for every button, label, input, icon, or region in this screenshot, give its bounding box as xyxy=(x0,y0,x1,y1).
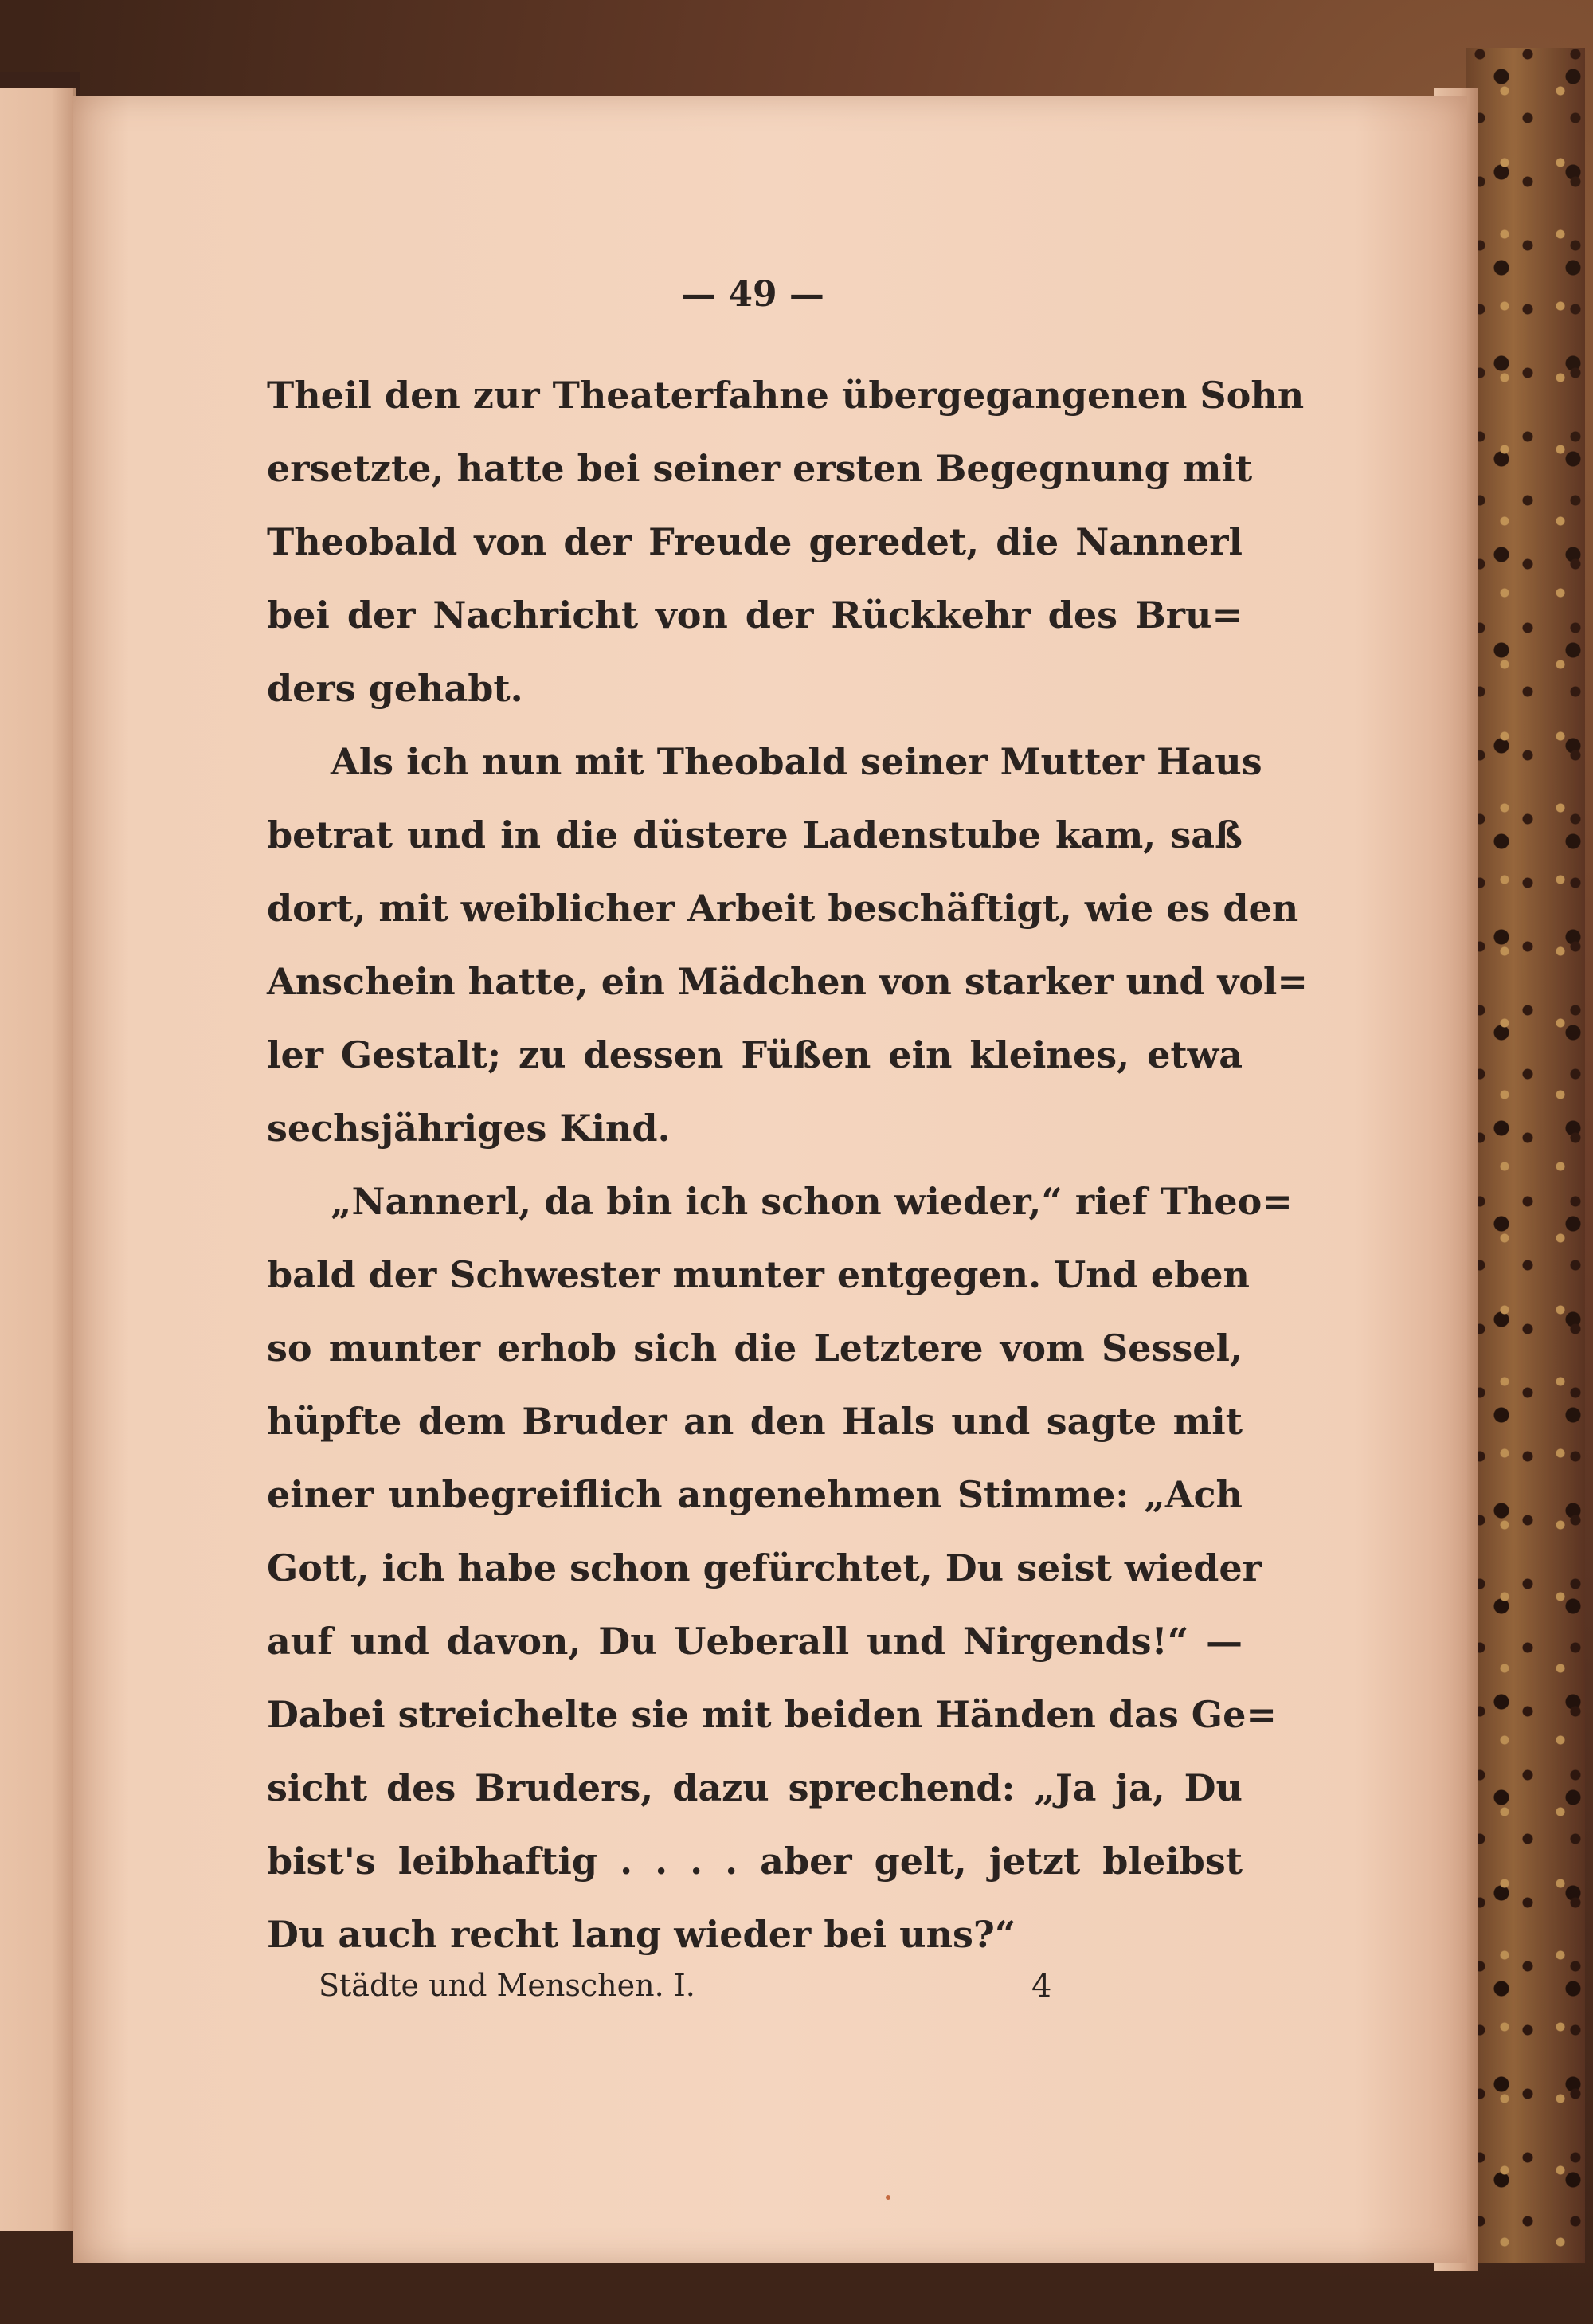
signature-number: 4 xyxy=(1031,1968,1052,2005)
text-line: Anschein hatte, ein Mädchen von starker und vol= xyxy=(267,960,1308,1003)
text-line: betrat und in die düstere Ladenstube kam, saß xyxy=(267,813,1243,856)
signature-mark: Städte und Menschen. I. xyxy=(319,1968,695,2003)
text-line: hüpfte dem Bruder an den Hals und sagte mit xyxy=(267,1400,1243,1443)
text-line: bist's leibhaftig . . . . aber gelt, jetzt bleibst xyxy=(267,1840,1243,1883)
text-line: ersetzte, hatte bei seiner ersten Begegnung mit xyxy=(267,447,1253,490)
text-line: bei der Nachricht von der Rückkehr des Bru= xyxy=(267,594,1243,637)
text-line: „Nannerl, da bin ich schon wieder,“ rief Theo= xyxy=(331,1180,1293,1223)
text-line: Theobald von der Freude geredet, die Nannerl xyxy=(267,520,1243,563)
text-line: Als ich nun mit Theobald seiner Mutter Haus xyxy=(331,740,1262,783)
text-line: einer unbegreiflich angenehmen Stimme: „Ach xyxy=(267,1473,1243,1516)
marbled-binding xyxy=(1466,48,1585,2263)
text-line: auf und davon, Du Ueberall und Nirgends!“ — xyxy=(267,1620,1243,1663)
text-line: sechsjähriges Kind. xyxy=(267,1107,671,1150)
text-line: so munter erhob sich die Letztere vom Sessel, xyxy=(267,1327,1243,1370)
text-line: ders gehabt. xyxy=(267,667,523,710)
text-line: Du auch recht lang wieder bei uns?“ xyxy=(267,1913,1016,1956)
text-line: dort, mit weiblicher Arbeit beschäftigt, wie es den xyxy=(267,887,1299,930)
text-line: ler Gestalt; zu dessen Füßen ein kleines, etwa xyxy=(267,1033,1243,1076)
text-line: Gott, ich habe schon gefürchtet, Du seist wieder xyxy=(267,1546,1262,1589)
left-page-edge xyxy=(0,88,76,2231)
text-line: Theil den zur Theaterfahne übergegangenen Sohn xyxy=(267,374,1305,417)
page-number-header: — 49 — xyxy=(681,274,824,315)
text-line: bald der Schwester munter entgegen. Und eben xyxy=(267,1253,1251,1296)
text-line: sicht des Bruders, dazu sprechend: „Ja ja, Du xyxy=(267,1766,1243,1809)
paper-speck xyxy=(886,2195,890,2200)
text-line: Dabei streichelte sie mit beiden Händen das Ge= xyxy=(267,1693,1277,1736)
